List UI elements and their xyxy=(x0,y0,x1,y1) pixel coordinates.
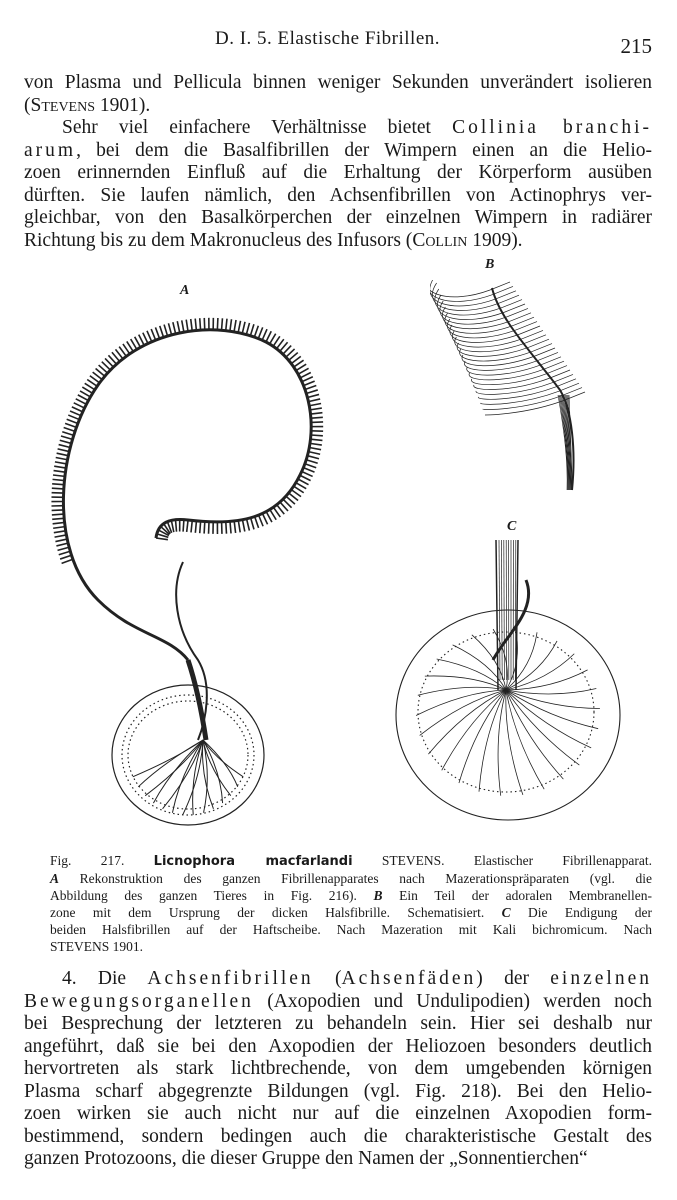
paragraph-2 xyxy=(24,117,652,252)
text-fragment: Richtung bis zu dem Makronucleus des Infusors ( xyxy=(24,229,413,251)
text-fragment: zone mit dem Ursprung der dicken Halsfibrille. Schematisiert. xyxy=(50,905,502,920)
panel-ref: B xyxy=(373,888,383,903)
figure-a-illustration xyxy=(38,300,358,840)
text-line: bestimmend, sondern bedingen auch die charakteristische Gestalt des xyxy=(24,1125,652,1147)
text-fragment: , bei dem die Basalfibrillen der Wimpern einen an die Helio- xyxy=(76,139,652,161)
text-fragment: Ein Teil der adoralen Membranellen- xyxy=(382,888,652,903)
text-line: Plasma scharf abgegrenzte Bildungen (vgl. Fig. 218). Bei den Helio- xyxy=(24,1080,652,1102)
membranelle-zone-fibers xyxy=(430,280,585,490)
emphasis: Bewegungsorganellen xyxy=(24,990,254,1012)
text-fragment: 4. Die xyxy=(62,968,148,989)
text-fragment: (Axopodien und Undulipodien) werden noch xyxy=(253,990,652,1012)
emphasis: Achsenfäden xyxy=(341,968,477,989)
section-title: D. I. 5. Elastische Fibrillen. xyxy=(215,28,441,49)
caption-line xyxy=(50,870,652,887)
text-fragment: 1901). xyxy=(95,94,151,116)
caption-line xyxy=(50,904,652,921)
caption-line xyxy=(50,887,652,904)
text-fragment: Fig. 217. xyxy=(50,853,154,868)
species-name: arum xyxy=(24,139,77,161)
author-citation: Collin xyxy=(412,229,468,251)
text-line: hervortreten als stark lichtbrechende, von dem umgebenden körnigen xyxy=(24,1058,652,1079)
emphasis: Achsenfibrillen xyxy=(147,968,314,989)
figure-label-a: A xyxy=(180,283,190,298)
caption-line xyxy=(50,852,652,870)
panel-ref: C xyxy=(501,905,511,920)
figure-label-b: B xyxy=(485,257,495,272)
page-number: 215 xyxy=(620,34,652,58)
membranelle-band xyxy=(63,330,311,660)
figure-label-c: C xyxy=(507,519,517,534)
text-fragment: ) der xyxy=(476,968,551,989)
text-fragment: STEVENS. Elastischer Fibrillenapparat. xyxy=(352,853,653,868)
caption-line: STEVENS 1901. xyxy=(50,939,144,954)
text-fragment: ( xyxy=(313,968,342,989)
text-line: zoen wirken sie auch nicht nur auf die einzelnen Axopodien form- xyxy=(24,1103,652,1124)
adhesive-disc-outline xyxy=(396,610,620,820)
paragraph-3 xyxy=(24,968,652,1171)
running-header xyxy=(0,28,677,58)
text-line xyxy=(24,117,652,140)
figure-c-illustration xyxy=(388,540,628,840)
text-line: angeführt, daß sie bei den Axopodien der Heliozoen besonders deutlich xyxy=(24,1035,652,1057)
text-line: ganzen Protozoons, die dieser Gruppe den Namen der „Sonnentierchen“ xyxy=(24,1148,588,1169)
text-line: zoen erinnernden Einfluß auf die Erhaltung der Körperform ausüben xyxy=(24,162,652,183)
panel-ref: A xyxy=(50,871,60,886)
text-line: gleichbar, von den Basalkörperchen der einzelnen Wimpern in radiärer xyxy=(24,207,652,228)
species-name: Collinia branchi- xyxy=(452,117,652,138)
text-line: dürften. Sie laufen nämlich, den Achsenfibrillen von Actinophrys ver- xyxy=(24,184,652,206)
text-line xyxy=(24,991,652,1014)
text-line: bei Besprechung der letzteren zu behandeln sein. Hier sei deshalb nur xyxy=(24,1013,652,1034)
emphasis: einzelnen xyxy=(550,968,652,989)
text-line xyxy=(24,95,652,118)
text-fragment: ( xyxy=(24,94,31,116)
text-fragment: Rekonstruktion des ganzen Fibrillenapparates nach Mazerationspräparaten (vgl. die xyxy=(59,871,652,886)
text-line xyxy=(24,140,652,163)
text-line xyxy=(24,230,652,253)
caption-line: beiden Halsfibrillen auf der Haftscheibe. Nach Mazeration mit Kali bichromicum. Nach xyxy=(50,922,652,937)
text-fragment: 1909). xyxy=(467,229,523,251)
text-line xyxy=(24,968,652,991)
text-fragment: Abbildung des ganzen Tieres in Fig. 216). xyxy=(50,888,374,903)
author-citation: Stevens xyxy=(30,94,96,116)
figure-b-illustration xyxy=(430,280,660,510)
text-line: von Plasma und Pellicula binnen weniger Sekunden unverändert isolieren xyxy=(24,72,652,93)
figure-caption xyxy=(50,852,652,955)
disc-root-fibrils xyxy=(416,628,600,795)
species-name: Licnophora macfarlandi xyxy=(153,854,353,869)
text-fragment: Die Endigung der xyxy=(510,905,652,920)
paragraph-1 xyxy=(24,72,652,117)
text-fragment: Sehr viel einfachere Verhältnisse bietet xyxy=(62,117,453,138)
